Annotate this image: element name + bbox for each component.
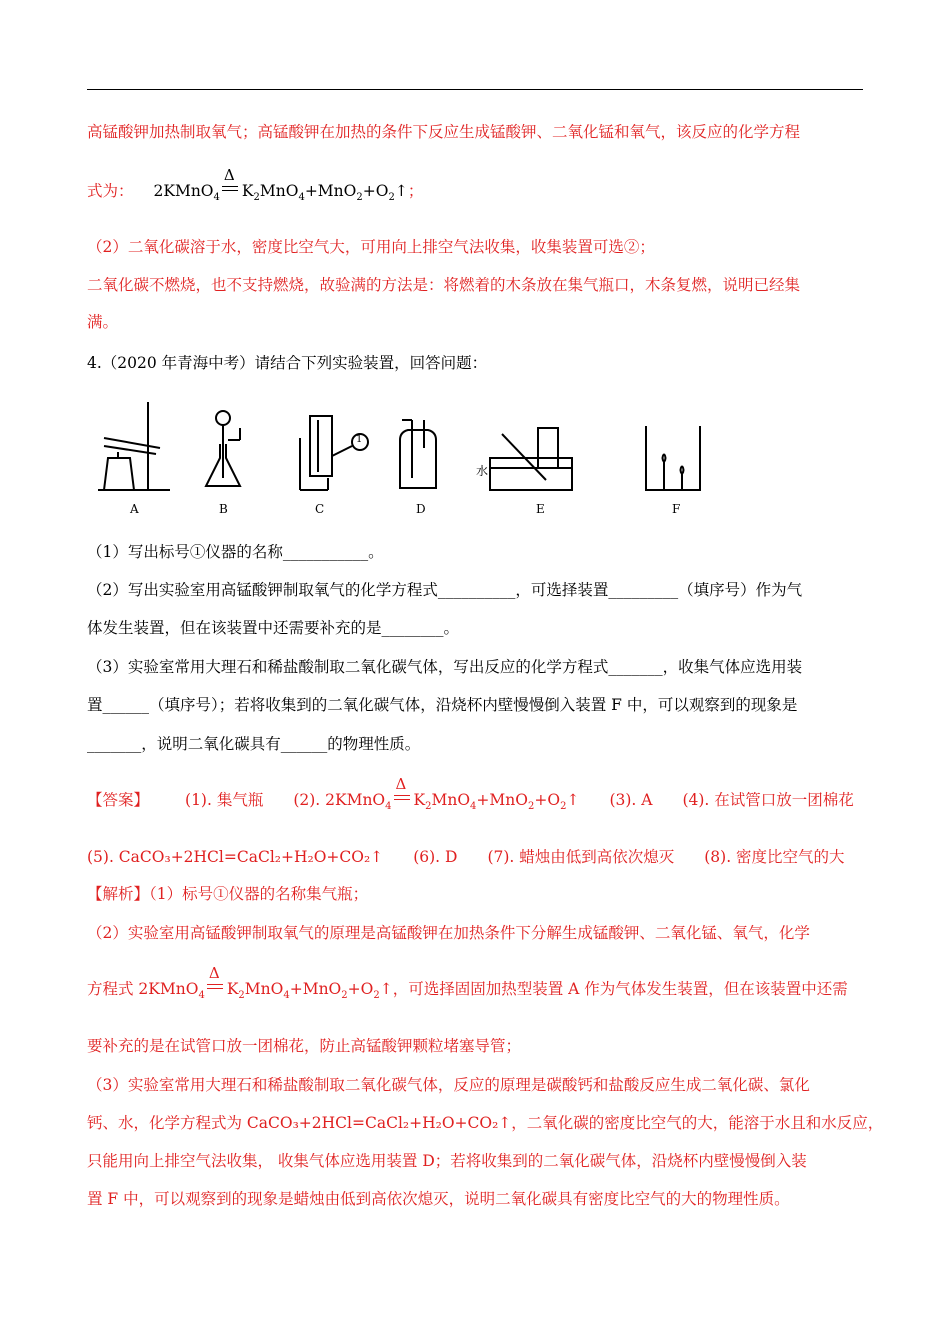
analysis-p3-line3: 只能用向上排空气法收集， 收集气体应选用装置 D；若将收集到的二氧化碳气体，沿烧杯内壁慢慢倒入装 xyxy=(87,1152,807,1170)
heat-condition-icon: Δ xyxy=(205,979,227,1001)
circle-label: 1 xyxy=(356,434,363,445)
eq1-left: 2KMnO xyxy=(153,182,214,200)
answer-1: (1). 集气瓶 xyxy=(185,791,264,809)
answer-2: (2). 2KMnO$_4$ Δ $K_2MnO_4+MnO_2+O_2↑$ xyxy=(293,775,580,813)
figure-label-f: F xyxy=(672,502,681,516)
question-1: （1）写出标号①仪器的名称___________。 xyxy=(87,543,384,561)
answer-label: 【答案】 xyxy=(87,791,150,809)
figure-label-d: D xyxy=(416,502,426,516)
analysis-line1 xyxy=(87,883,368,905)
answer-4: (4). 在试管口放一团棉花 xyxy=(682,791,854,809)
analysis-p3-line2: 钙、水，化学方程式为 CaCO₃+2HCl=CaCl₂+H₂O+CO₂↑，二氧化碳的密度比空气的大，能溶于水且和水反应， xyxy=(87,1114,884,1132)
prev-answer-part2-line1: （2）二氧化碳溶于水，密度比空气大，可用向上排空气法收集，收集装置可选②； xyxy=(87,238,655,256)
analysis-p3-line4: 置 F 中，可以观察到的现象是蜡烛由低到高依次熄灭，说明二氧化碳具有密度比空气的大的物理性质。 xyxy=(87,1190,790,1208)
analysis-p2-line2: 方程式 2KMnO$_4$ Δ $K_2MnO_4+MnO_2+O_2↑$，可选择固固加热型装置 A 作为气体发生装置，但在该装置中还需 xyxy=(87,964,848,1002)
prev-answer-suffix: ； xyxy=(407,182,424,200)
prev-answer-prefix: 式为： xyxy=(87,182,134,200)
answer-3: (3). A xyxy=(609,791,653,809)
figure-label-b: B xyxy=(219,502,228,516)
apparatus-figure xyxy=(90,398,710,518)
prev-answer-part2-line2: 二氧化碳不燃烧，也不支持燃烧，故验满的方法是：将燃着的木条放在集气瓶口，木条复燃，说明已经集 xyxy=(87,276,801,294)
question-3-line1: （3）实验室常用大理石和稀盐酸制取二氧化碳气体，写出反应的化学方程式_______，收集气体应选用装 xyxy=(87,658,803,676)
answer-7: (7). 蜡烛由低到高依次熄灭 xyxy=(487,848,675,866)
question-2-line1: （2）写出实验室用高锰酸钾制取氧气的化学方程式__________，可选择装置_________（填序号）作为气 xyxy=(87,581,803,599)
answer-6: (6). D xyxy=(413,848,458,866)
figure-label-c: C xyxy=(315,502,325,516)
analysis-p2-line3: 要补充的是在试管口放一团棉花，防止高锰酸钾颗粒堵塞导管； xyxy=(87,1037,522,1055)
answer-2-prefix: (2). 2KMnO xyxy=(293,791,386,809)
question-2-line2: 体发生装置，但在该装置中还需要补充的是________。 xyxy=(87,619,460,637)
analysis-p2-suffix: ，可选择固固加热型装置 A 作为气体发生装置，但在该装置中还需 xyxy=(392,980,848,998)
heat-condition-icon: Δ xyxy=(392,790,414,812)
answer-8: (8). 密度比空气的大 xyxy=(704,848,845,866)
analysis-p3-line1: （3）实验室常用大理石和稀盐酸制取二氧化碳气体，反应的原理是碳酸钙和盐酸反应生成二氧化碳、氯化 xyxy=(87,1076,810,1094)
question-3-line2: 置______（填序号）；若将收集到的二氧化碳气体，沿烧杯内壁慢慢倒入装置 F 中，可以观察到的现象是 xyxy=(87,696,798,714)
analysis-label: 【解析】 xyxy=(87,885,150,903)
question-title: 4.（2020 年青海中考）请结合下列实验装置，回答问题： xyxy=(87,354,488,372)
answer-5: (5). CaCO₃+2HCl=CaCl₂+H₂O+CO₂↑ xyxy=(87,848,384,866)
figure-label-a: A xyxy=(130,502,139,516)
answer-line1 xyxy=(87,775,854,818)
prev-answer-line2 xyxy=(87,166,424,209)
analysis-p2-line1: （2）实验室用高锰酸钾制取氧气的原理是高锰酸钾在加热条件下分解生成锰酸钾、二氧化锰、氧气，化学 xyxy=(87,924,810,942)
figure-label-e: E xyxy=(536,502,545,516)
heat-condition-icon: Δ xyxy=(220,181,242,203)
prev-answer-line1: 高锰酸钾加热制取氧气；高锰酸钾在加热的条件下反应生成锰酸钾、二氧化锰和氧气，该反应的化学方程 xyxy=(87,123,801,141)
apparatus-diagram xyxy=(90,398,710,518)
equation-kmno4: 2KMnO$_4$ Δ $K_2MnO_4+MnO_2+O_2↑$ xyxy=(153,166,408,204)
analysis-p2-prefix: 方程式 2KMnO xyxy=(87,980,199,998)
header-rule xyxy=(87,89,863,90)
answer-line2 xyxy=(87,846,845,868)
eq1-right: K xyxy=(241,182,254,200)
analysis-p1: （1）标号①仪器的名称集气瓶； xyxy=(149,885,369,903)
water-label: 水 xyxy=(476,464,489,478)
question-3-line3: _______，说明二氧化碳具有______的物理性质。 xyxy=(87,735,421,753)
prev-answer-part2-line3: 满。 xyxy=(87,313,119,331)
